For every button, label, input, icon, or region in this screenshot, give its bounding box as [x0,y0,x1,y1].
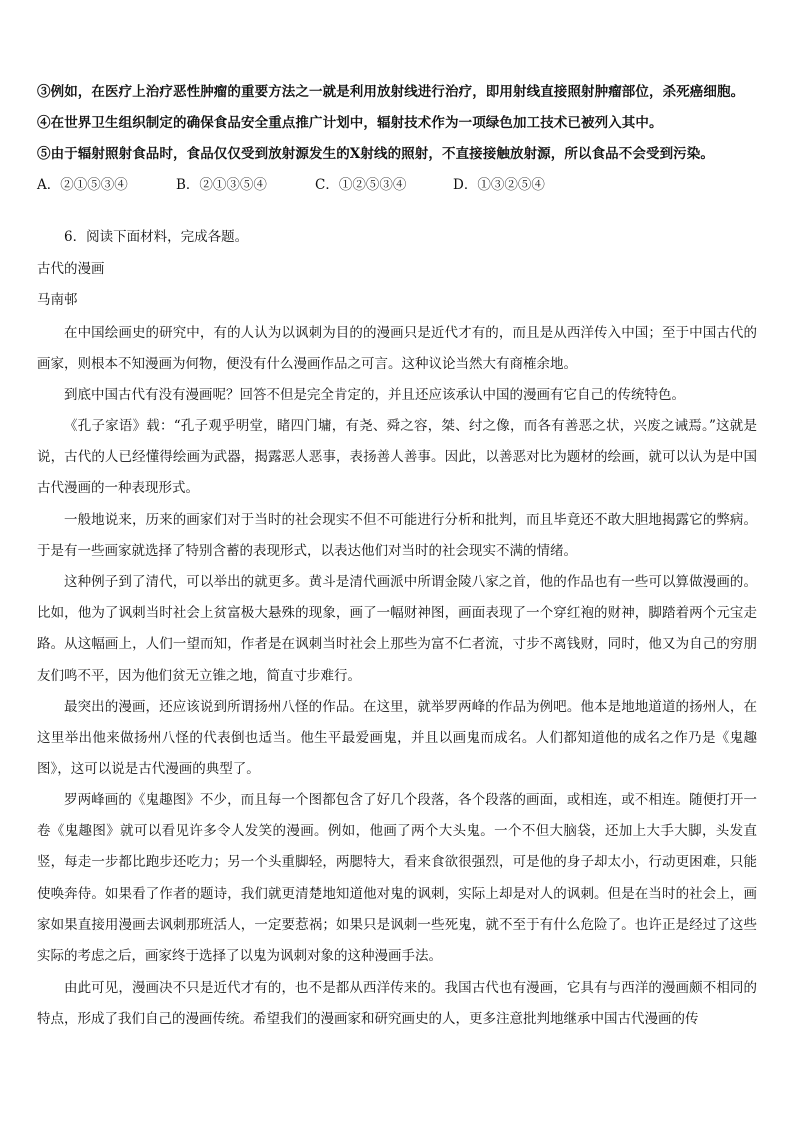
article-paragraph-8: 由此可见，漫画决不只是近代才有的，也不是都从西洋传来的。我国古代也有漫画，它具有与西洋的漫画颇不相同的特点，形成了我们自己的漫画传统。希望我们的漫画家和研究画史的人，更多注意批判地继承中国古代漫画的传 [37,980,757,1028]
article-paragraph-6: 最突出的漫画，还应该说到所谓扬州八怪的作品。在这里，就举罗两峰的作品为例吧。他本是地地道道的扬州人，在这里举出他来做扬州八怪的代表倒也适当。他生平最爱画鬼，并且以画鬼而成名。人们都知道他的成名之作乃是《鬼趣图》，这可以说是古代漫画的典型了。 [37,699,757,778]
article-title: 古代的漫画 [37,261,105,277]
option-c[interactable]: C．①②⑤③④ [315,177,407,193]
article-paragraph-1: 在中国绘画史的研究中，有的人认为以讽刺为目的的漫画只是近代才有的，而且是从西洋传入中国；至于中国古代的画家，则根本不知漫画为何物，便没有什么漫画作品之可言。这种议论当然大有商榷余地。 [37,325,757,373]
option-d[interactable]: D．①③②⑤④ [453,177,545,193]
article-paragraph-5: 这种例子到了清代，可以举出的就更多。黄斗是清代画派中所谓金陵八家之首，他的作品也有一些可以算做漫画的。比如，他为了讽刺当时社会上贫富极大悬殊的现象，画了一幅财神图，画面表现了一个穿红袍的财神，脚踏着两个元宝走路。从这幅画上，人们一望而知，作者是在讽刺当时社会上那些为富不仁者流，寸步不离钱财，同时，他又为自己的穷朋友们鸣不平，因为他们贫无立锥之地，简直寸步难行。 [37,574,757,684]
option-a[interactable]: A．②①⑤③④ [37,177,128,193]
answer-options [37,175,757,195]
statement-5: ⑤由于辐射照射食品时，食品仅仅受到放射源发生的X射线的照射，不直接接触放射源，所以食品不会受到污染。 [37,146,714,162]
statement-4: ④在世界卫生组织制定的确保食品安全重点推广计划中，辐射技术作为一项绿色加工技术已被列入其中。 [37,115,663,131]
statement-3: ③例如，在医疗上治疗恶性肿瘤的重要方法之一就是利用放射线进行治疗，即用射线直接照射肿瘤部位，杀死癌细胞。 [37,84,745,100]
article-paragraph-4: 一般地说来，历来的画家们对于当时的社会现实不但不可能进行分析和批判，而且毕竟还不敢大胆地揭露它的弊病。于是有一些画家就选择了特别含蓄的表现形式，以表达他们对当时的社会现实不满的情绪。 [37,512,757,560]
option-b[interactable]: B．②①③⑤④ [176,177,267,193]
article-paragraph-3: 《孔子家语》载：“孔子观乎明堂，睹四门墉，有尧、舜之容，桀、纣之像，而各有善恶之状，兴废之诫焉。”这就是说，古代的人已经懂得绘画为武器，揭露恶人恶事，表扬善人善事。因此，以善恶对比为题材的绘画，就可以认为是中国古代漫画的一种表现形式。 [37,418,757,497]
article-paragraph-2: 到底中国古代有没有漫画呢？回答不但是完全肯定的，并且还应该承认中国的漫画有它自己的传统特色。 [64,387,685,403]
article-paragraph-7: 罗两峰画的《鬼趣图》不少，而且每一个图都包含了好几个段落，各个段落的画面，或相连，或不相连。随便打开一卷《鬼趣图》就可以看见许多令人发笑的漫画。例如，他画了两个大头鬼。一个不但大脑袋，还加上大手大脚，头发直竖，每走一步都比跑步还吃力；另一个头重脚轻，两腮特大，看来食欲很强烈，可是他的身子却太小，行动更困难，只能使唤奔侍。如果看了作者的题诗，我们就更清楚地知道他对鬼的讽刺，实际上却是对人的讽刺。但是在当时的社会上，画家如果直接用漫画去讽刺那班活人，一定要惹祸；如果只是讽刺一些死鬼，就不至于有什么危险了。也许正是经过了这些实际的考虑之后，画家终于选择了以鬼为讽刺对象的这种漫画手法。 [37,792,757,965]
article-author: 马南邨 [37,292,78,308]
question-6-prompt: 6．阅读下面材料，完成各题。 [64,229,249,245]
